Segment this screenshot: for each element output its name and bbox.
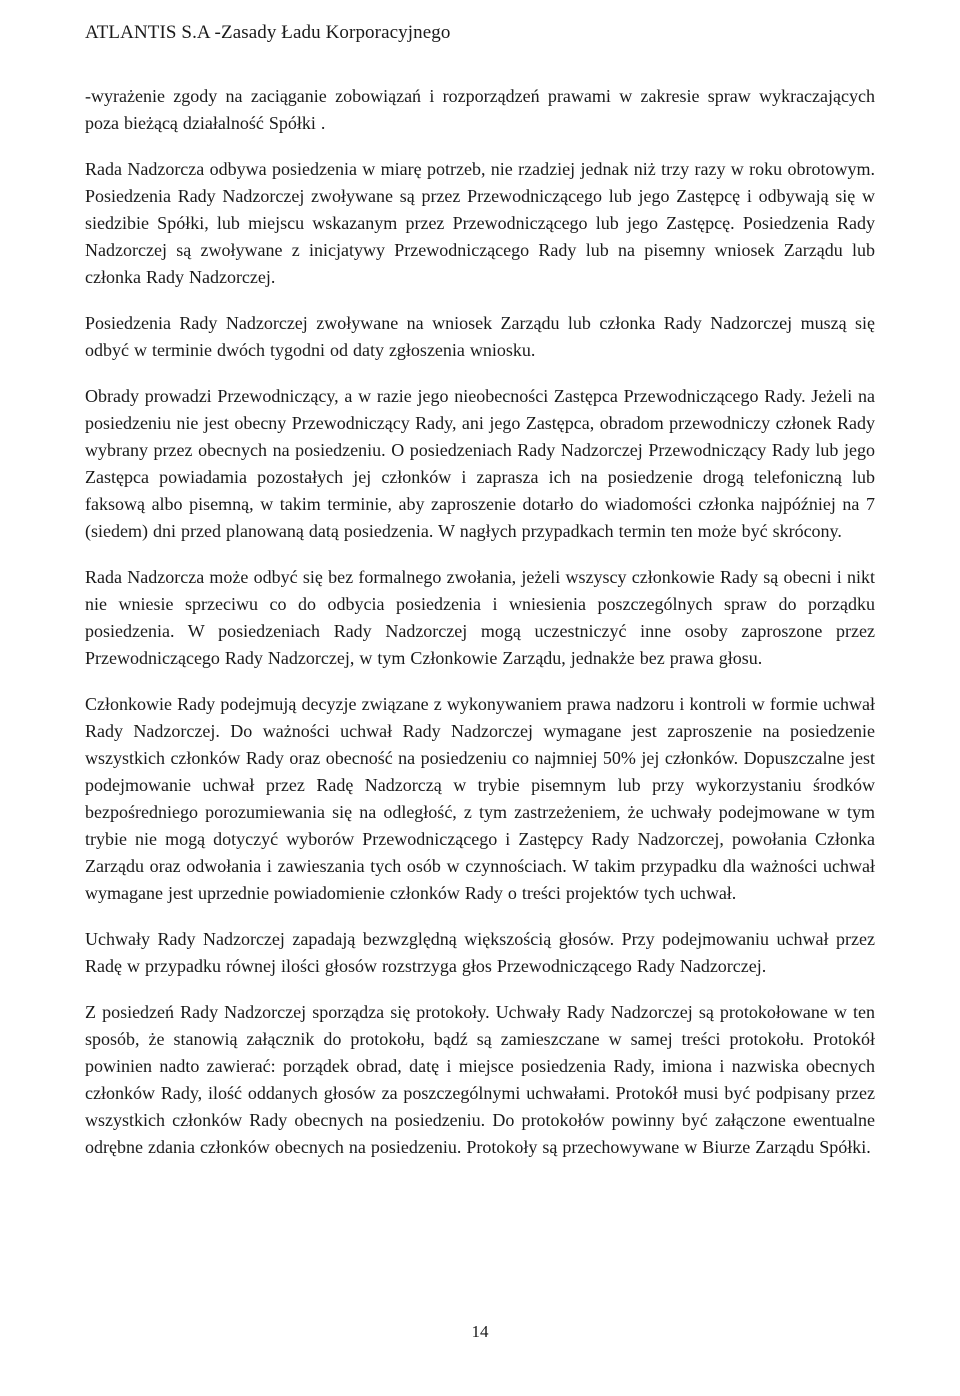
document-body	[85, 83, 875, 1180]
paragraph-3: Posiedzenia Rady Nadzorczej zwoływane na wniosek Zarządu lub członka Rady Nadzorczej muszą się odbyć w terminie dwóch tygodni od daty zgłoszenia wniosku.	[85, 313, 875, 360]
paragraph-6: Członkowie Rady podejmują decyzje związane z wykonywaniem prawa nadzoru i kontroli w formie uchwał Rady Nadzorczej. Do ważności uchwał Rady Nadzorczej wymagane jest zaproszenie na posiedzenie wszystkich członków Rady oraz obecność na posiedzeniu co najmniej 50% jej członków. Dopuszczalne jest podejmowanie uchwał przez Radę Nadzorczą w trybie pisemnym lub przy wykorzystaniu środków bezpośredniego porozumiewania się na odległość, z tym zastrzeżeniem, że uchwały podejmowane w tym trybie nie mogą dotyczyć wyborów Przewodniczącego i Zastępcy Rady Nadzorczej, powołania Członka Zarządu oraz odwołania i zawieszania tych osób w czynnościach. W takim przypadku dla ważności uchwał wymagane jest uprzednie powiadomienie członków Rady o treści projektów tych uchwał.	[85, 694, 875, 903]
paragraph-1: -wyrażenie zgody na zaciąganie zobowiązań i rozporządzeń prawami w zakresie spraw wykraczających poza bieżącą działalność Spółki .	[85, 86, 875, 133]
paragraph-4: Obrady prowadzi Przewodniczący, a w razie jego nieobecności Zastępca Przewodniczącego Rady. Jeżeli na posiedzeniu nie jest obecny Przewodniczący Rady, ani jego Zastępca, obradom przewodniczy członek Rady wybrany przez obecnych na posiedzeniu. O posiedzeniach Rady Nadzorczej Przewodniczący Rady lub jego Zastępca powiadamia pozostałych jej członków i zaprasza ich na posiedzenie drogą telefoniczną lub faksową albo pisemną, w takim terminie, aby zaproszenie dotarło do wiadomości członka najpóźniej na 7 (siedem) dni przed planowaną datą posiedzenia. W nagłych przypadkach termin ten może być skrócony.	[85, 386, 875, 541]
paragraph-2: Rada Nadzorcza odbywa posiedzenia w miarę potrzeb, nie rzadziej jednak niż trzy razy w roku obrotowym. Posiedzenia Rady Nadzorczej zwoływane są przez Przewodniczącego lub jego Zastępcę i odbywają się w siedzibie Spółki, lub miejscu wskazanym przez Przewodniczącego lub jego Zastępcę. Posiedzenia Rady Nadzorczej są zwoływane z inicjatywy Przewodniczącego Rady lub na pisemny wniosek Zarządu lub członka Rady Nadzorczej.	[85, 159, 875, 287]
paragraph-8: Z posiedzeń Rady Nadzorczej sporządza się protokoły. Uchwały Rady Nadzorczej są protokołowane w ten sposób, że stanowią załącznik do protokołu, bądź są zamieszczane w samej treści protokołu. Protokół powinien nadto zawierać: porządek obrad, datę i miejsce posiedzenia Rady, imiona i nazwiska obecnych członków Rady, ilość oddanych głosów za poszczególnymi uchwałami. Protokół musi być podpisany przez wszystkich członków Rady obecnych na posiedzeniu. Do protokołów powinny być załączone ewentualne odrębne zdania członków obecnych na posiedzeniu. Protokoły są przechowywane w Biurze Zarządu Spółki.	[85, 1002, 875, 1157]
document-header: ATLANTIS S.A -Zasady Ładu Korporacyjnego	[85, 22, 451, 43]
paragraph-7: Uchwały Rady Nadzorczej zapadają bezwzględną większością głosów. Przy podejmowaniu uchwał przez Radę w przypadku równej ilości głosów rozstrzyga głos Przewodniczącego Rady Nadzorczej.	[85, 929, 875, 976]
page-number: 14	[471, 1322, 489, 1341]
paragraph-5: Rada Nadzorcza może odbyć się bez formalnego zwołania, jeżeli wszyscy członkowie Rady są obecni i nikt nie wniesie sprzeciwu co do odbycia posiedzenia i wniesienia poszczególnych spraw do porządku posiedzenia. W posiedzeniach Rady Nadzorczej mogą uczestniczyć inne osoby zaproszone przez Przewodniczącego Rady Nadzorczej, w tym Członkowie Zarządu, jednakże bez prawa głosu.	[85, 567, 875, 668]
